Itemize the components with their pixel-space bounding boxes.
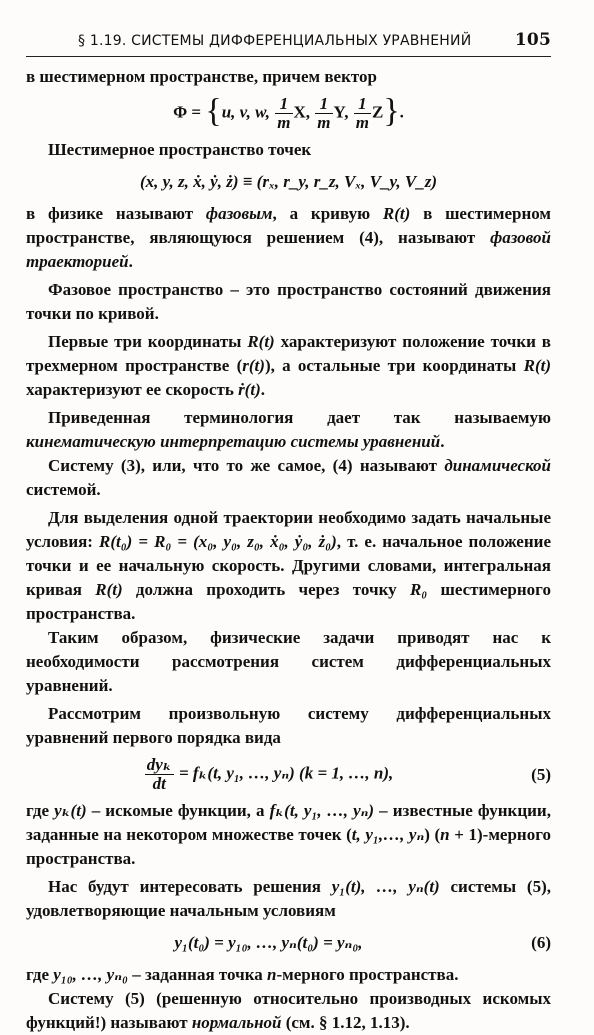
equation-5: $\frac{\text{dyₖ}}{dt}$ = fₖ(t, y₁, …, yₙ) (k = 1, …, n), (5) [146,755,551,793]
body-text [26,65,551,1035]
page-number: 105 [514,30,551,50]
phi-x: X, [293,102,311,122]
fraction-dyk-dt: $\frac{\text{dyₖ}}{dt}$ [146,755,172,793]
paragraph-11: где yₖ(t) – искомые функции, а fₖ(t, y₁, …, yₙ) – известные функции, заданные на некотором множестве точек (t, y₁,…, yₙ) (n + 1)-мерного пространства. [26,801,551,868]
running-head [26,0,551,57]
section-title: § 1.19. СИСТЕМЫ ДИФФЕРЕНЦИАЛЬНЫХ УРАВНЕНИЙ [78,33,472,49]
formula-state: (x, y, z, ẋ, ẏ, ż) ≡ (rₓ, r_y, r_z, Vₓ, V_y, V_z) [139,172,437,191]
phi-y: Y, [333,102,349,122]
equation-6: y₁(t₀) = y₁₀, …, yₙ(t₀) = yₙ₀, (6) [26,929,551,957]
paragraph-10: Рассмотрим произвольную систему дифференциальных уравнений первого порядка вида [26,704,551,747]
phi-uvw: u, v, w, [221,102,271,122]
paragraph-13: где y₁₀, …, yₙ₀ – заданная точка n-мерного пространства. [26,965,459,984]
fraction-1-over-m: $\frac{1}{m}$ [277,94,291,132]
paragraph-6: Приведенная терминология дает так называемую кинематическую интерпретацию системы уравнений. [26,408,551,451]
paragraph-2: Шестимерное пространство точек [48,140,312,159]
paragraph-3: в физике называют фазовым, а кривую R(t) в шестимерном пространстве, являющуюся решением (4), называют фазовой траекторией. [26,204,551,271]
paragraph-8: Для выделения одной траектории необходимо задать начальные условия: R(t₀) = R₀ = (x₀, y₀, z₀, ẋ₀, ẏ₀, ż₀), т. е. начальное положение точки и ее начальную скорость. Другими словами, интегральная кривая R(t) должна проходить через точку R₀ шестимерного пространства. [26,508,551,623]
phi-z: Z [371,102,384,122]
formula-phi-vector: Φ = {u, v, w, $\frac{1}{m}$ X, $\frac{1}{m}$ Y, $\frac{1}{m}$ Z}. [173,92,404,132]
fraction-1-over-m: $\frac{1}{m}$ [317,94,331,132]
paragraph-7: Систему (3), или, что то же самое, (4) называют динамической системой. [26,456,551,499]
paragraph-5: Первые три координаты R(t) характеризуют положение точки в трехмерном пространстве (r(t)), а остальные три координаты R(t) характеризуют ее скорость ṙ(t). [26,332,551,399]
equation-number-6: (6) [531,933,551,952]
paragraph-1: в шестимерном пространстве, причем вектор [26,67,377,86]
paragraph-4: Фазовое пространство – это пространство состояний движения точки по кривой. [26,280,551,323]
equation-number-5: (5) [531,764,551,784]
right-brace: } [383,92,400,130]
fraction-1-over-m: $\frac{1}{m}$ [355,94,369,132]
paragraph-9: Таким образом, физические задачи приводят нас к необходимости рассмотрения систем дифференциальных уравнений. [26,628,551,695]
paragraph-12: Нас будут интересовать решения y₁(t), …, yₙ(t) системы (5), удовлетворяющие начальным условиям [26,877,551,920]
paragraph-14: Систему (5) (решенную относительно производных искомых функций!) называют нормальной (см. § 1.12, 1.13). [26,989,551,1032]
left-brace: { [205,92,222,130]
phi-lhs: Φ = [173,102,202,122]
